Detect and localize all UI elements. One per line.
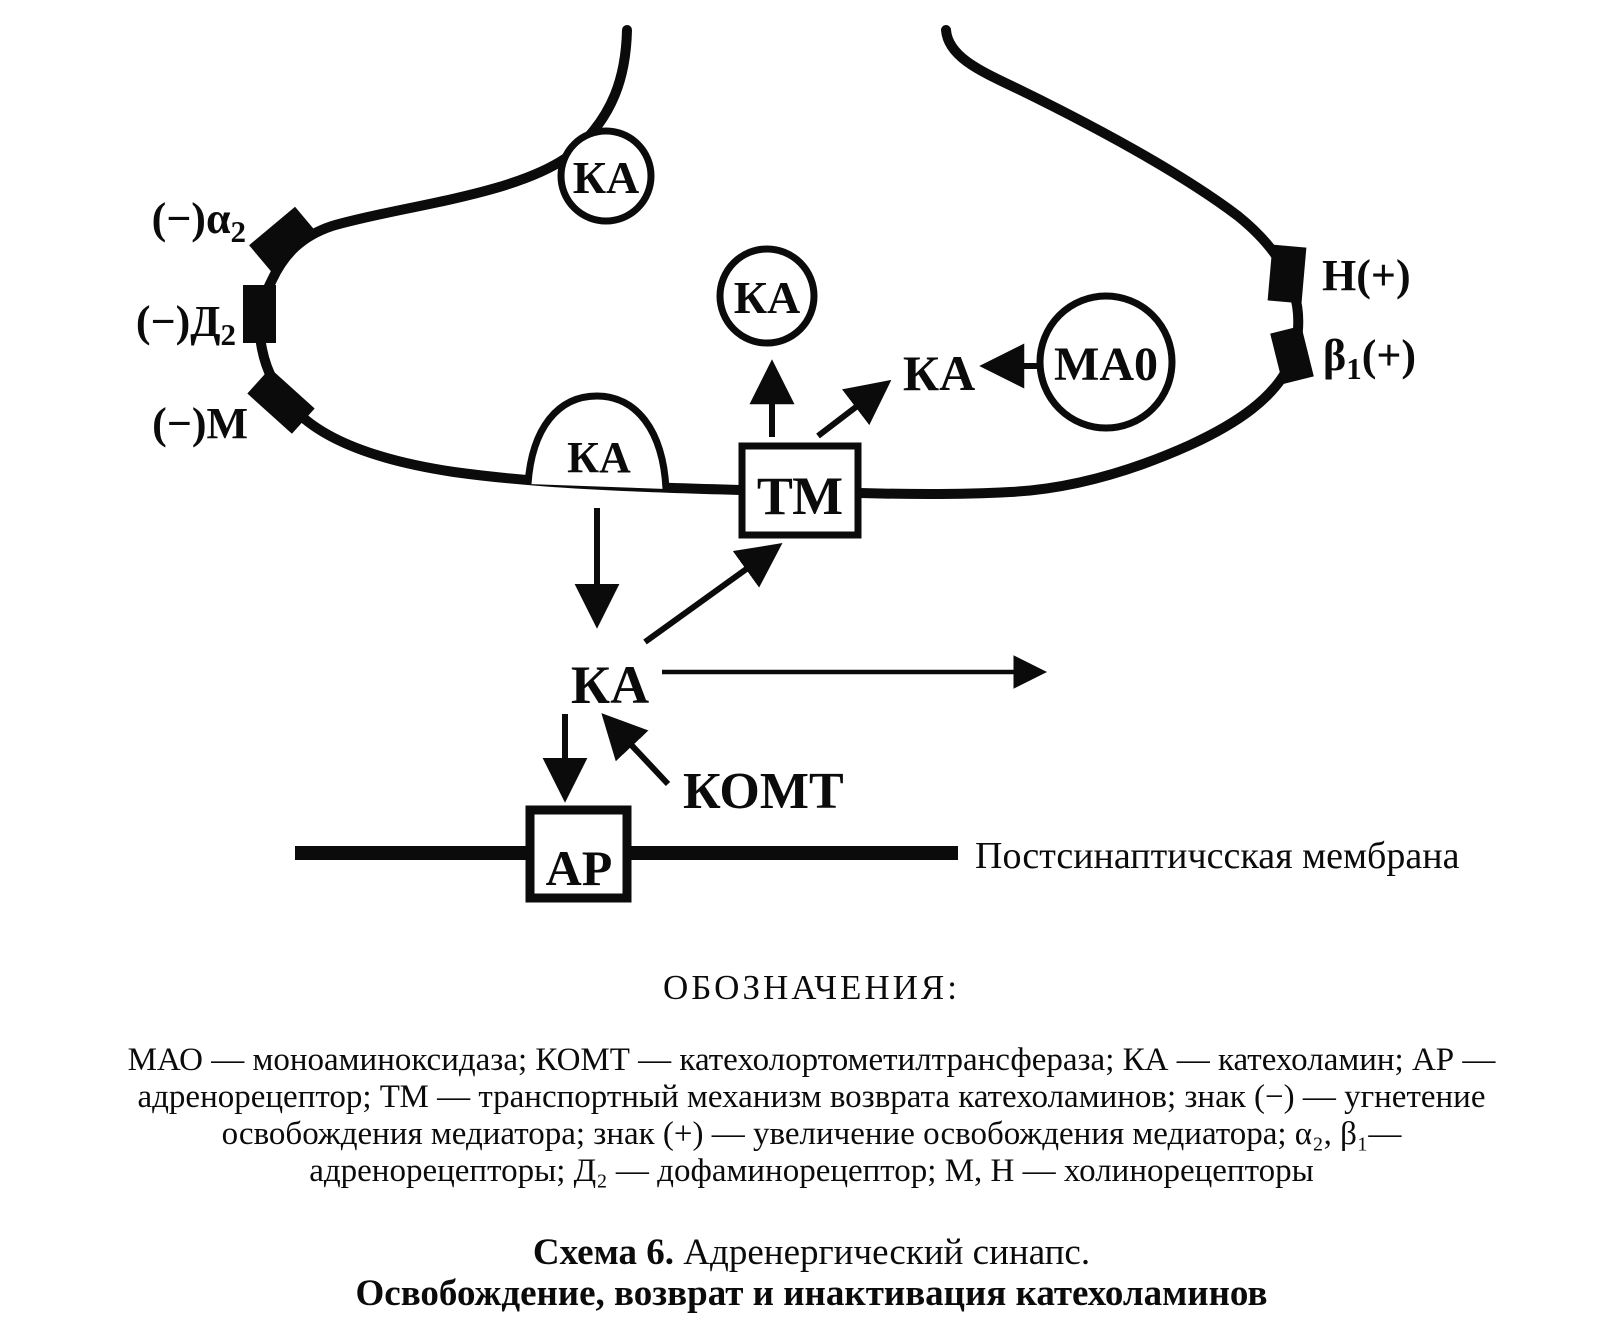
caption-title: Адренергический синапс. (683, 1232, 1091, 1273)
receptor-label-m: (−)М (152, 399, 248, 448)
postsynaptic-membrane-label: Постсинаптичсская мембрана (975, 835, 1460, 877)
receptor-site-n (1268, 245, 1307, 304)
receptor-label-d2: $(-)Д_2$ (135, 297, 236, 352)
receptor-label-beta1: $\beta_1(+)$ (1323, 331, 1417, 386)
receptor-label-alpha2: $(-)\alpha_2$ (151, 194, 246, 249)
legend-title: ОБОЗНАЧЕНИЯ: (663, 968, 960, 1007)
dome-ka-label: КА (567, 433, 631, 482)
legend-line: адренорецептор; ТМ — транспортный механизм возврата катехоламинов; знак (−) — угнетение (137, 1079, 1486, 1115)
receptor-label-n: Н(+) (1322, 251, 1411, 300)
komt-label: КОМТ (683, 763, 844, 820)
legend-text (0, 1042, 1623, 1190)
vesicle-ka-mid-label: КА (733, 272, 801, 323)
legend-line: освобождения медиатора; знак (+) — увеличение освобождения медиатора; α₂, β₁— (221, 1116, 1402, 1152)
figure-caption (0, 1232, 1623, 1314)
ka-cleft-label: КА (570, 655, 650, 715)
arrow-tm-to-ka-free (818, 384, 886, 436)
caption-title-line (0, 1232, 1623, 1273)
receptor-site-beta1 (1270, 326, 1314, 384)
legend-line: адренорецепторы; Д₂ — дофаминорецептор; М, Н — холинорецепторы (309, 1153, 1314, 1189)
vesicle-ka-top-label: КА (572, 152, 640, 203)
caption-subtitle: Освобождение, возврат и инактивация катехоламинов (355, 1273, 1268, 1314)
mao-label: МА0 (1054, 338, 1158, 391)
legend-line: МАО — моноаминоксидаза; КОМТ — катехолортометилтрансфераза; КА — катехоламин; АР — (127, 1042, 1496, 1078)
ar-label: АР (545, 840, 613, 896)
arrow-ka-reuptake-to-tm (645, 547, 777, 642)
caption-scheme-number: Схема 6. (532, 1232, 675, 1273)
receptor-site-d2 (243, 285, 276, 343)
tm-label: ТМ (756, 466, 844, 526)
arrow-komt-to-ka (606, 718, 668, 784)
ka-free-label: КА (902, 345, 976, 401)
